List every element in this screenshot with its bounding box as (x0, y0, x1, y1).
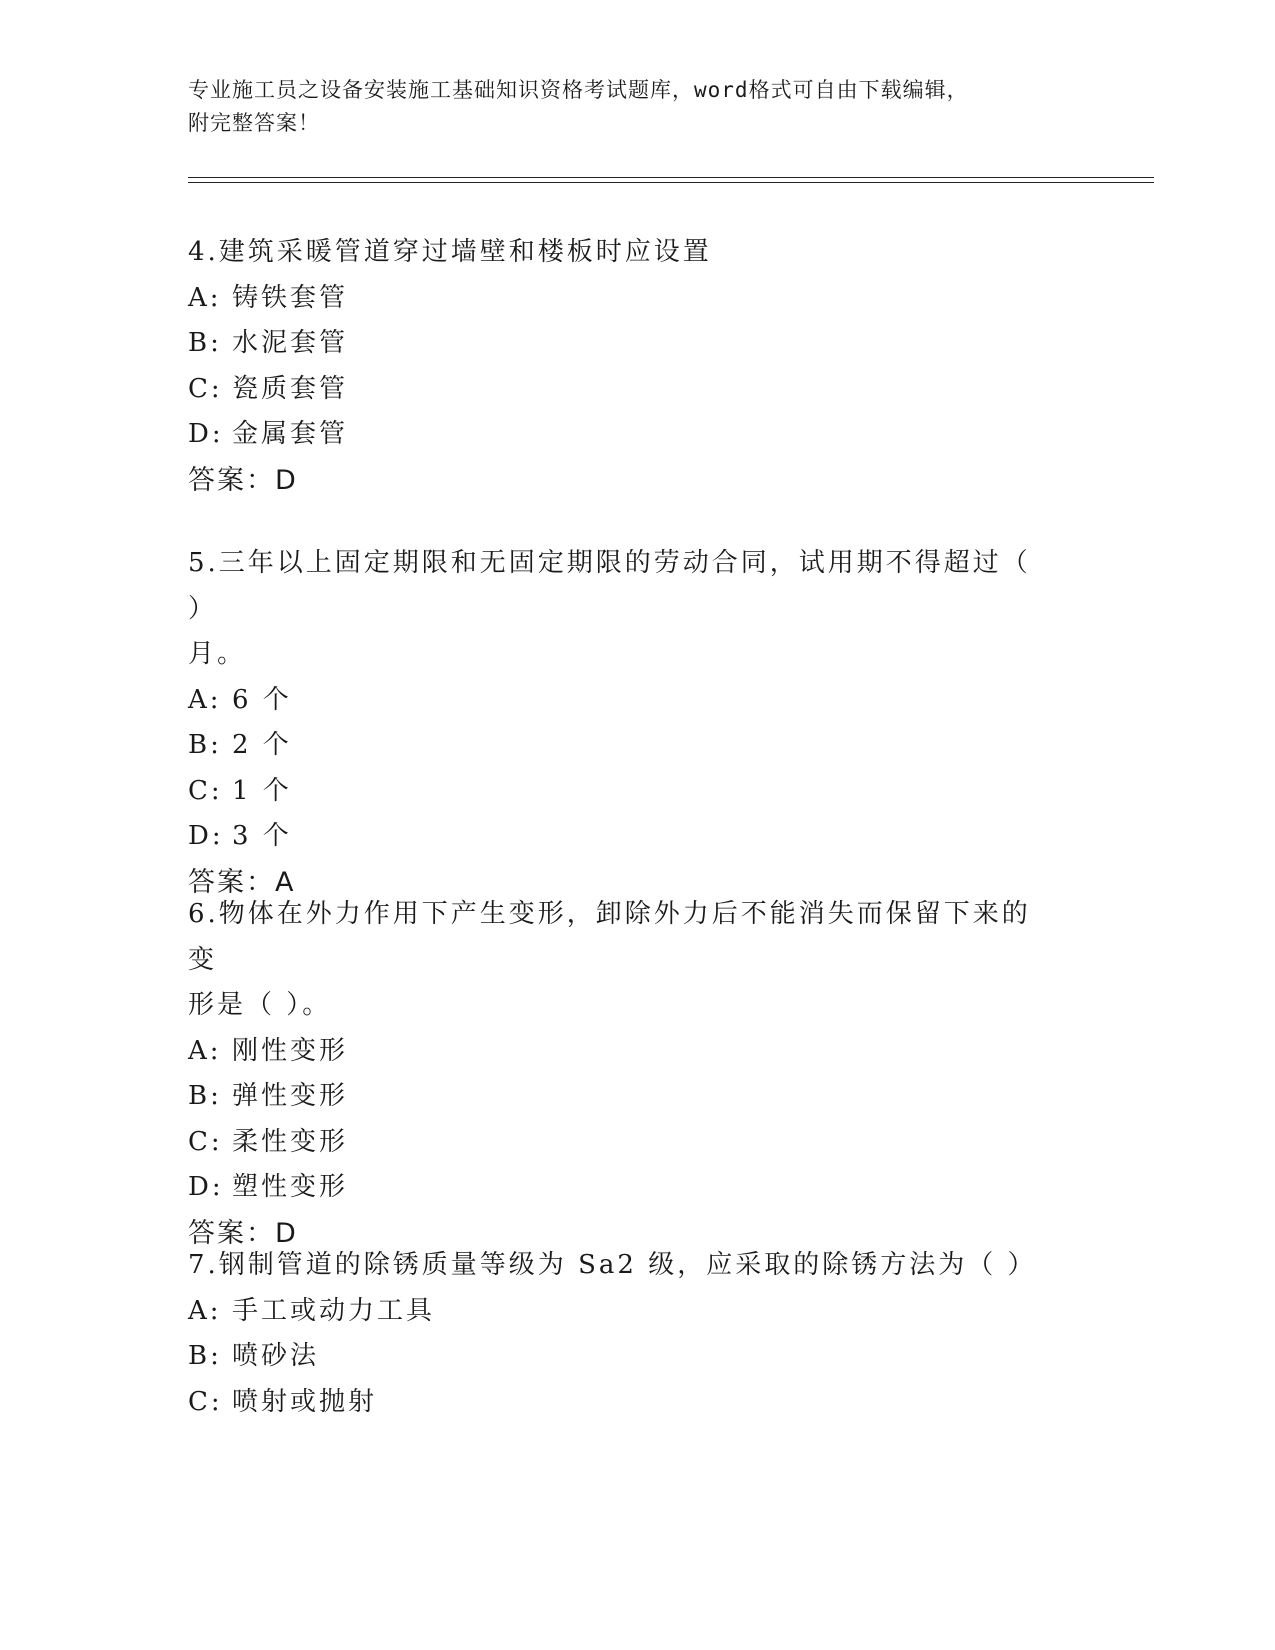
option-b (188, 1334, 1058, 1380)
option-letter: C: (188, 1386, 223, 1417)
question-text: 4.建筑采暖管道穿过墙壁和楼板时应设置 (188, 237, 712, 267)
question-5 (188, 541, 1058, 905)
option-c (188, 1380, 1058, 1426)
option-text: 3 个 (232, 821, 292, 851)
option-text: 喷砂法 (232, 1341, 320, 1371)
document-header (188, 74, 1068, 140)
option-text: 柔性变形 (232, 1126, 349, 1157)
option-d (188, 814, 1058, 860)
question-text: 7.钢制管道的除锈质量等级为 Sa2 级，应采取的除锈方法为（ ） (188, 1250, 1037, 1280)
answer-label: 答案：A (188, 866, 296, 898)
option-letter: A: (188, 1295, 222, 1326)
option-text: 弹性变形 (232, 1081, 349, 1111)
option-b (188, 1074, 1058, 1120)
header-divider-bottom (188, 182, 1154, 183)
option-c (188, 367, 1058, 413)
option-a (188, 1029, 1058, 1075)
question-text-line-1: 5.三年以上固定期限和无固定期限的劳动合同，试用期不得超过（ ） (188, 548, 1031, 624)
option-text: 金属套管 (232, 419, 349, 449)
option-text: 喷射或抛射 (232, 1386, 378, 1417)
option-d (188, 1165, 1058, 1211)
option-text: 手工或动力工具 (232, 1295, 436, 1326)
question-text-line-2: 形是（ ）。 (188, 990, 332, 1020)
option-text: 铸铁套管 (232, 282, 349, 313)
option-letter: D: (188, 419, 224, 449)
question-text-line-1: 6.物体在外力作用下产生变形，卸除外力后不能消失而保留下来的变 (188, 899, 1031, 975)
option-a (188, 276, 1058, 322)
option-c (188, 1120, 1058, 1166)
option-letter: D: (188, 821, 224, 851)
option-c (188, 769, 1058, 815)
answer-label: 答案：D (188, 464, 298, 496)
question-6 (188, 892, 1058, 1256)
option-text: 1 个 (232, 775, 292, 806)
option-text: 瓷质套管 (232, 373, 349, 404)
option-letter: C: (188, 775, 223, 806)
option-text: 塑性变形 (232, 1172, 349, 1202)
option-letter: A: (188, 1035, 222, 1066)
option-b (188, 723, 1058, 769)
option-a (188, 678, 1058, 724)
option-a (188, 1289, 1058, 1335)
question-4 (188, 230, 1058, 503)
option-letter: B: (188, 328, 222, 358)
option-text: 水泥套管 (232, 328, 349, 358)
option-letter: A: (188, 282, 222, 313)
question-text-line-2: 月。 (188, 639, 247, 669)
option-letter: B: (188, 1341, 222, 1371)
option-letter: C: (188, 1126, 223, 1157)
header-divider-top (188, 177, 1154, 178)
option-letter: B: (188, 730, 222, 760)
option-letter: B: (188, 1081, 222, 1111)
answer-label: 答案：D (188, 1217, 298, 1249)
question-7 (188, 1243, 1058, 1425)
option-d (188, 412, 1058, 458)
header-line-2: 附完整答案！ (188, 111, 320, 135)
header-line-1: 专业施工员之设备安装施工基础知识资格考试题库，word格式可自由下载编辑， (188, 78, 969, 102)
option-letter: D: (188, 1172, 224, 1202)
option-b (188, 321, 1058, 367)
option-letter: A: (188, 684, 222, 715)
option-letter: C: (188, 373, 223, 404)
option-text: 刚性变形 (232, 1035, 349, 1066)
option-text: 2 个 (232, 730, 292, 760)
option-text: 6 个 (232, 684, 292, 715)
